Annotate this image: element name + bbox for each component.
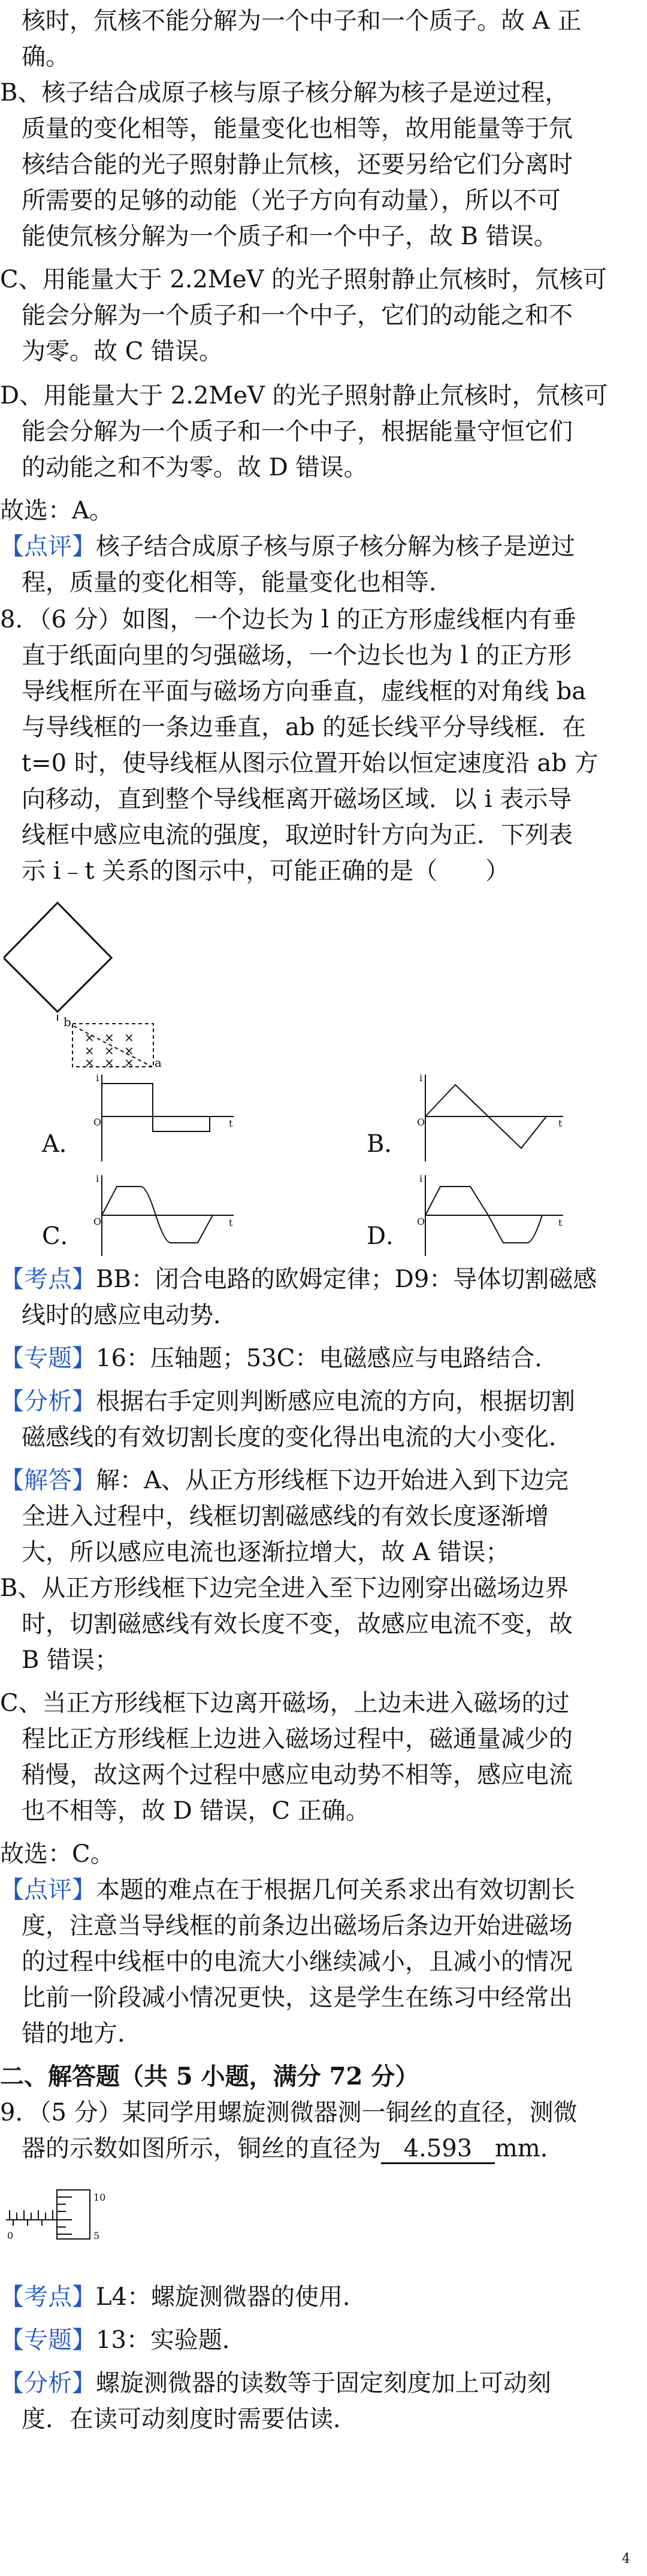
topic-line bbox=[0, 2324, 647, 2356]
analysis-line bbox=[0, 1385, 647, 1418]
text-line: 核时，氘核不能分解为一个中子和一个质子。故 A 正 bbox=[22, 7, 582, 35]
comment-text: 核子结合成原子核与原子核分解为核子是逆过 bbox=[96, 533, 575, 560]
origin-label: O bbox=[93, 1116, 102, 1128]
loop-field-diagram bbox=[4, 898, 183, 1072]
comment-line bbox=[0, 530, 647, 563]
text-line: 度．在读可动刻度时需要估读． bbox=[22, 2405, 357, 2433]
text-line: 比前一阶段减小情况更快，这是学生在练习中经常出 bbox=[22, 1984, 573, 2011]
question-9-line: 9．（5 分）某同学用螺旋测微器测一铜丝的直径，测微 bbox=[0, 2099, 578, 2126]
comment-line bbox=[0, 1874, 647, 1906]
text-line: B、核子结合成原子核与原子核分解为核子是逆过程， bbox=[0, 79, 569, 107]
text: 器的示数如图所示，铜丝的直径为 bbox=[22, 2135, 381, 2162]
option-a-label: A． bbox=[42, 1130, 83, 1158]
text-line: 线框中感应电流的强度，取逆时针方向为正．下列表 bbox=[22, 821, 573, 849]
text-line: 度，注意当导线框的前条边出磁场后条边开始进磁场 bbox=[22, 1912, 573, 1940]
svg-text:×: × bbox=[84, 1030, 95, 1045]
topic-tag: 【专题】 bbox=[0, 2326, 96, 2354]
unit: mm． bbox=[495, 2135, 564, 2162]
text-line: C、当正方形线框下边离开磁场，上边未进入磁场的过 bbox=[0, 1689, 570, 1717]
analysis-tag: 【分析】 bbox=[0, 2369, 96, 2397]
option-d-label: D． bbox=[367, 1222, 410, 1250]
axis-i-label: i bbox=[419, 1072, 423, 1084]
text-line: 示 i﹣t 关系的图示中，可能正确的是（ ） bbox=[22, 857, 510, 885]
answer-line bbox=[0, 1464, 647, 1497]
text-line: B 错误； bbox=[22, 1646, 119, 1674]
point-line bbox=[0, 1263, 647, 1295]
topic-tag: 【专题】 bbox=[0, 1345, 96, 1372]
text-line: 磁感线的有效切割长度的变化得出电流的大小变化． bbox=[22, 1424, 573, 1451]
text-line: 故选：C。 bbox=[0, 1840, 114, 1868]
svg-text:×: × bbox=[104, 1043, 114, 1058]
text-line: 能会分解为一个质子和一个中子，根据能量守恒它们 bbox=[22, 418, 573, 445]
svg-text:×: × bbox=[84, 1055, 95, 1070]
svg-text:×: × bbox=[104, 1030, 114, 1045]
axis-t-label: t bbox=[558, 1118, 563, 1129]
topic-text: 16：压轴题；53C：电磁感应与电路结合． bbox=[96, 1345, 559, 1372]
wire-loop bbox=[4, 903, 111, 1012]
topic-line bbox=[0, 1342, 647, 1375]
option-d-graph bbox=[413, 1172, 569, 1262]
analysis-text: 根据右手定则判断感应电流的方向，根据切割 bbox=[96, 1388, 575, 1415]
section-heading: 二、解答题（共 5 小题，满分 72 分） bbox=[0, 2062, 419, 2090]
text-line: 能使氘核分解为一个质子和一个中子，故 B 错误。 bbox=[22, 223, 558, 250]
text-line: 核结合能的光子照射静止氘核，还要另给它们分离时 bbox=[22, 151, 573, 178]
svg-text:×: × bbox=[84, 1043, 95, 1058]
answer-tag: 【解答】 bbox=[0, 1467, 96, 1494]
origin-label: O bbox=[93, 1216, 102, 1227]
text-line: 质量的变化相等，能量变化也相等，故用能量等于氘 bbox=[22, 115, 573, 142]
text-line: 程比正方形线框上边进入磁场过程中，磁通量减少的 bbox=[22, 1725, 573, 1753]
text-line: 直于纸面向里的匀强磁场，一个边长也为 l 的正方形 bbox=[22, 642, 572, 669]
text-line: 故选：A。 bbox=[0, 497, 113, 524]
axis-t-label: t bbox=[558, 1217, 563, 1228]
point-b-label: b bbox=[64, 1015, 71, 1029]
micrometer-zero: 0 bbox=[7, 2230, 14, 2241]
text-line: 能会分解为一个质子和一个中子，它们的动能之和不 bbox=[22, 302, 573, 329]
origin-label: O bbox=[417, 1116, 425, 1128]
option-b-label: B． bbox=[367, 1130, 409, 1158]
option-b-graph bbox=[413, 1072, 569, 1167]
text-line: 线时的感应电动势． bbox=[22, 1301, 237, 1329]
text-line: C、用能量大于 2.2MeV 的光子照射静止氘核时，氘核可 bbox=[0, 266, 607, 293]
text-line: 也不相等，故 D 错误，C 正确。 bbox=[22, 1797, 370, 1825]
point-a-label: a bbox=[155, 1055, 162, 1070]
option-a-graph bbox=[90, 1072, 240, 1167]
text-line: 所需要的足够的动能（光子方向有动量），所以不可 bbox=[22, 187, 561, 214]
text-line: t=0 时，使导线框从图示位置开始以恒定速度沿 ab 方 bbox=[22, 750, 598, 777]
axis-t-label: t bbox=[229, 1217, 233, 1228]
comment-tag: 【点评】 bbox=[0, 1876, 96, 1904]
axis-t-label: t bbox=[229, 1118, 233, 1129]
svg-text:×: × bbox=[124, 1055, 134, 1070]
answer-text: 解：A、从正方形线框下边开始进入到下边完 bbox=[96, 1467, 569, 1494]
svg-text:×: × bbox=[124, 1043, 134, 1058]
text-line: 为零。故 C 错误。 bbox=[22, 338, 223, 365]
text-line: 程，质量的变化相等，能量变化也相等． bbox=[22, 569, 453, 596]
svg-text:×: × bbox=[104, 1055, 114, 1070]
text-line: 的动能之和不为零。故 D 错误。 bbox=[22, 454, 368, 481]
text-line: 时，切割磁感线有效长度不变，故感应电流不变，故 bbox=[22, 1610, 573, 1638]
comment-tag: 【点评】 bbox=[0, 533, 96, 560]
micrometer-tick-5: 5 bbox=[93, 2230, 100, 2241]
page-number: 4 bbox=[622, 2551, 630, 2566]
option-c-graph bbox=[90, 1172, 240, 1262]
point-text: BB：闭合电路的欧姆定律；D9：导体切割磁感 bbox=[96, 1266, 597, 1293]
analysis-text: 螺旋测微器的读数等于固定刻度加上可动刻 bbox=[96, 2369, 551, 2397]
text-line: 导线框所在平面与磁场方向垂直，虚线框的对角线 ba bbox=[22, 678, 586, 705]
text-line: D、用能量大于 2.2MeV 的光子照射静止氘核时，氘核可 bbox=[0, 382, 608, 409]
comment-text: 本题的难点在于根据几何关系求出有效切割长 bbox=[96, 1876, 575, 1904]
point-tag: 【考点】 bbox=[0, 2283, 96, 2311]
analysis-line bbox=[0, 2367, 647, 2399]
option-c-label: C． bbox=[42, 1222, 84, 1250]
answer-blank: 4.593 bbox=[381, 2135, 495, 2164]
point-line bbox=[0, 2281, 647, 2313]
question-8-line: 8．（6 分）如图，一个边长为 l 的正方形虚线框内有垂 bbox=[0, 606, 576, 633]
text-line: 大，所以感应电流也逐渐拉增大，故 A 错误； bbox=[22, 1539, 510, 1566]
axis-i-label: i bbox=[419, 1173, 423, 1184]
micrometer-diagram bbox=[6, 2179, 108, 2245]
question-9-answer-line bbox=[22, 2132, 647, 2165]
point-tag: 【考点】 bbox=[0, 1266, 96, 1293]
graph-line bbox=[102, 1084, 210, 1131]
text-line: 确。 bbox=[22, 43, 69, 71]
origin-label: O bbox=[417, 1216, 425, 1227]
analysis-tag: 【分析】 bbox=[0, 1388, 96, 1415]
text-line: 与导线框的一条边垂直，ab 的延长线平分导线框．在 bbox=[22, 714, 586, 741]
axis-i-label: i bbox=[96, 1173, 99, 1184]
text-line: 向移动，直到整个导线框离开磁场区域．以 i 表示导 bbox=[22, 785, 572, 813]
topic-text: 13：实验题． bbox=[96, 2326, 246, 2354]
svg-text:×: × bbox=[124, 1030, 134, 1045]
text-line: 错的地方． bbox=[22, 2020, 141, 2047]
axis-i-label: i bbox=[96, 1072, 99, 1084]
point-text: L4：螺旋测微器的使用． bbox=[96, 2283, 367, 2311]
text-line: 稍慢，故这两个过程中感应电动势不相等，感应电流 bbox=[22, 1761, 573, 1789]
micrometer-tick-10: 10 bbox=[93, 2192, 106, 2203]
text-line: 全进入过程中，线框切割磁感线的有效长度逐渐增 bbox=[22, 1503, 549, 1530]
text-line: 的过程中线框中的电流大小继续减小，且减小的情况 bbox=[22, 1948, 573, 1976]
text-line: B、从正方形线框下边完全进入至下边刚穿出磁场边界 bbox=[0, 1574, 569, 1602]
